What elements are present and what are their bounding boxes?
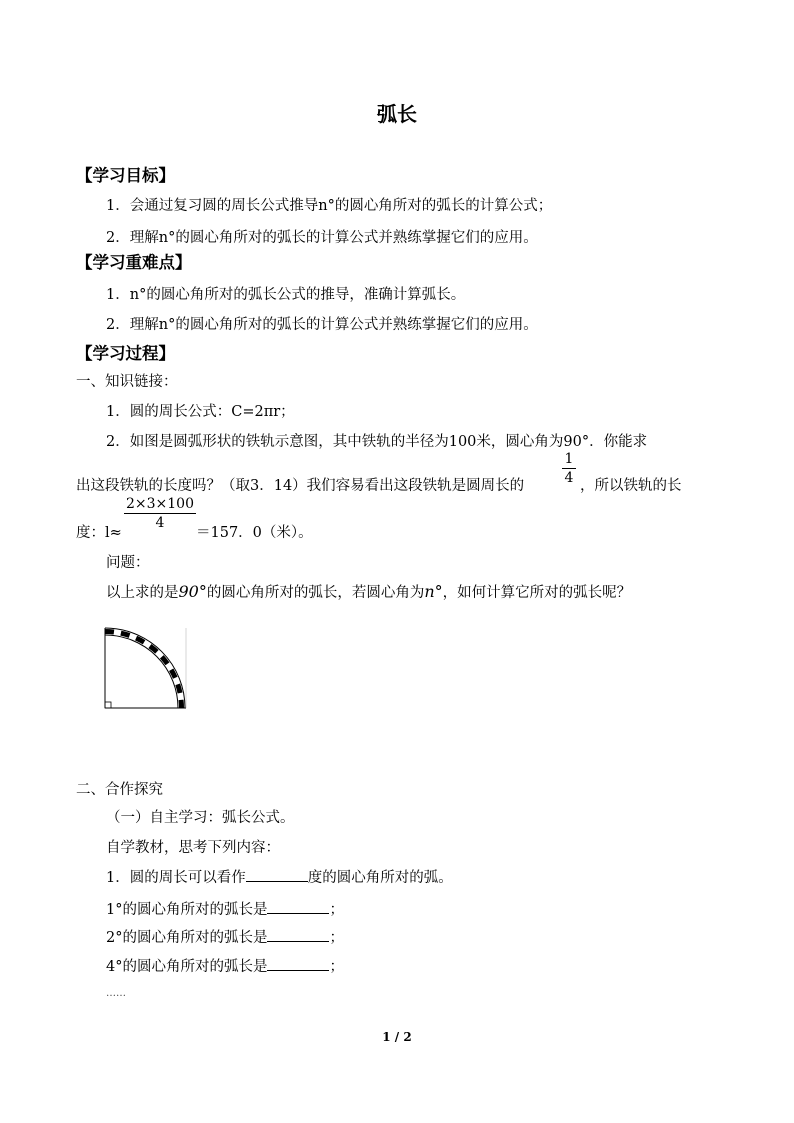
part2-sub1: （一）自主学习：弧长公式。 (106, 810, 295, 826)
fraction-arc-length (124, 496, 196, 531)
goal-2: 2．理解n°的圆心角所对的弧长的计算公式并熟练掌握它们的应用。 (106, 230, 538, 246)
question-label: 问题： (106, 555, 150, 571)
question1-part-b: 度的圆心角所对的弧。 (307, 870, 453, 886)
part1-heading: 一、知识链接： (76, 374, 178, 390)
question1-part-a: 1．圆的周长可以看作 (106, 870, 246, 886)
page-title: 弧长 (377, 102, 417, 126)
part2-question3 (106, 926, 344, 947)
section-heading-key-points: 【学习重难点】 (76, 253, 192, 272)
fraction-denominator: 4 (155, 515, 165, 531)
rail-track-diagram (100, 624, 192, 710)
answer-blank[interactable] (267, 900, 329, 914)
part1-item1: 1．圆的周长公式：C=2πr； (106, 404, 295, 420)
question4-semicolon: ； (329, 959, 344, 975)
part2-instruction: 自学教材，思考下列内容： (106, 840, 280, 856)
answer-blank[interactable] (267, 928, 329, 942)
part2-heading: 二、合作探究 (76, 782, 163, 798)
part1-item2-line2-a: 出这段铁轨的长度吗？（取3．14）我们容易看出这段铁轨是圆周长的 (76, 478, 525, 494)
part2-question4 (106, 955, 344, 976)
part1-item2-line2-b: ，所以铁轨的长 (580, 478, 682, 494)
question-degree: 90° (178, 582, 207, 601)
question2-text: 1°的圆心角所对的弧长是 (106, 902, 268, 918)
ellipsis: …… (106, 988, 126, 999)
page-number: 1 / 2 (382, 1030, 412, 1044)
goal-1: 1．会通过复习圆的周长公式推导n°的圆心角所对的弧长的计算公式； (106, 198, 553, 214)
part2-question1 (106, 866, 453, 887)
part1-item2-line3-a: 度：l≈ (76, 525, 122, 541)
answer-blank[interactable] (267, 957, 329, 971)
question2-semicolon: ； (329, 902, 344, 918)
question4-text: 4°的圆心角所对的弧长是 (106, 959, 268, 975)
part1-item2-line1: 2．如图是圆弧形状的铁轨示意图，其中铁轨的半径为100米，圆心角为90°．你能求 (106, 434, 648, 450)
question-text (106, 581, 631, 602)
fraction-numerator: 2×3×100 (126, 496, 194, 512)
section-heading-process: 【学习过程】 (76, 344, 175, 363)
section-heading-goals: 【学习目标】 (76, 166, 175, 185)
part2-question2 (106, 898, 344, 919)
question-part-c: ，如何计算它所对的弧长呢？ (442, 585, 632, 601)
key-point-2: 2．理解n°的圆心角所对的弧长的计算公式并熟练掌握它们的应用。 (106, 317, 538, 333)
question-n: n° (424, 582, 443, 601)
fraction-numerator: 1 (564, 451, 574, 467)
answer-blank[interactable] (246, 868, 308, 882)
question3-semicolon: ； (329, 930, 344, 946)
fraction-bar (562, 468, 576, 469)
question-part-a: 以上求的是 (106, 585, 179, 601)
question-part-b: 的圆心角所对的弧长，若圆心角为 (206, 585, 425, 601)
key-point-1: 1．n°的圆心角所对的弧长公式的推导，准确计算弧长。 (106, 287, 466, 303)
question3-text: 2°的圆心角所对的弧长是 (106, 930, 268, 946)
fraction-one-quarter (562, 451, 576, 486)
fraction-bar (124, 513, 196, 514)
part1-item2-line3-b: ＝157．0（米）。 (196, 525, 313, 541)
fraction-denominator: 4 (564, 470, 574, 486)
